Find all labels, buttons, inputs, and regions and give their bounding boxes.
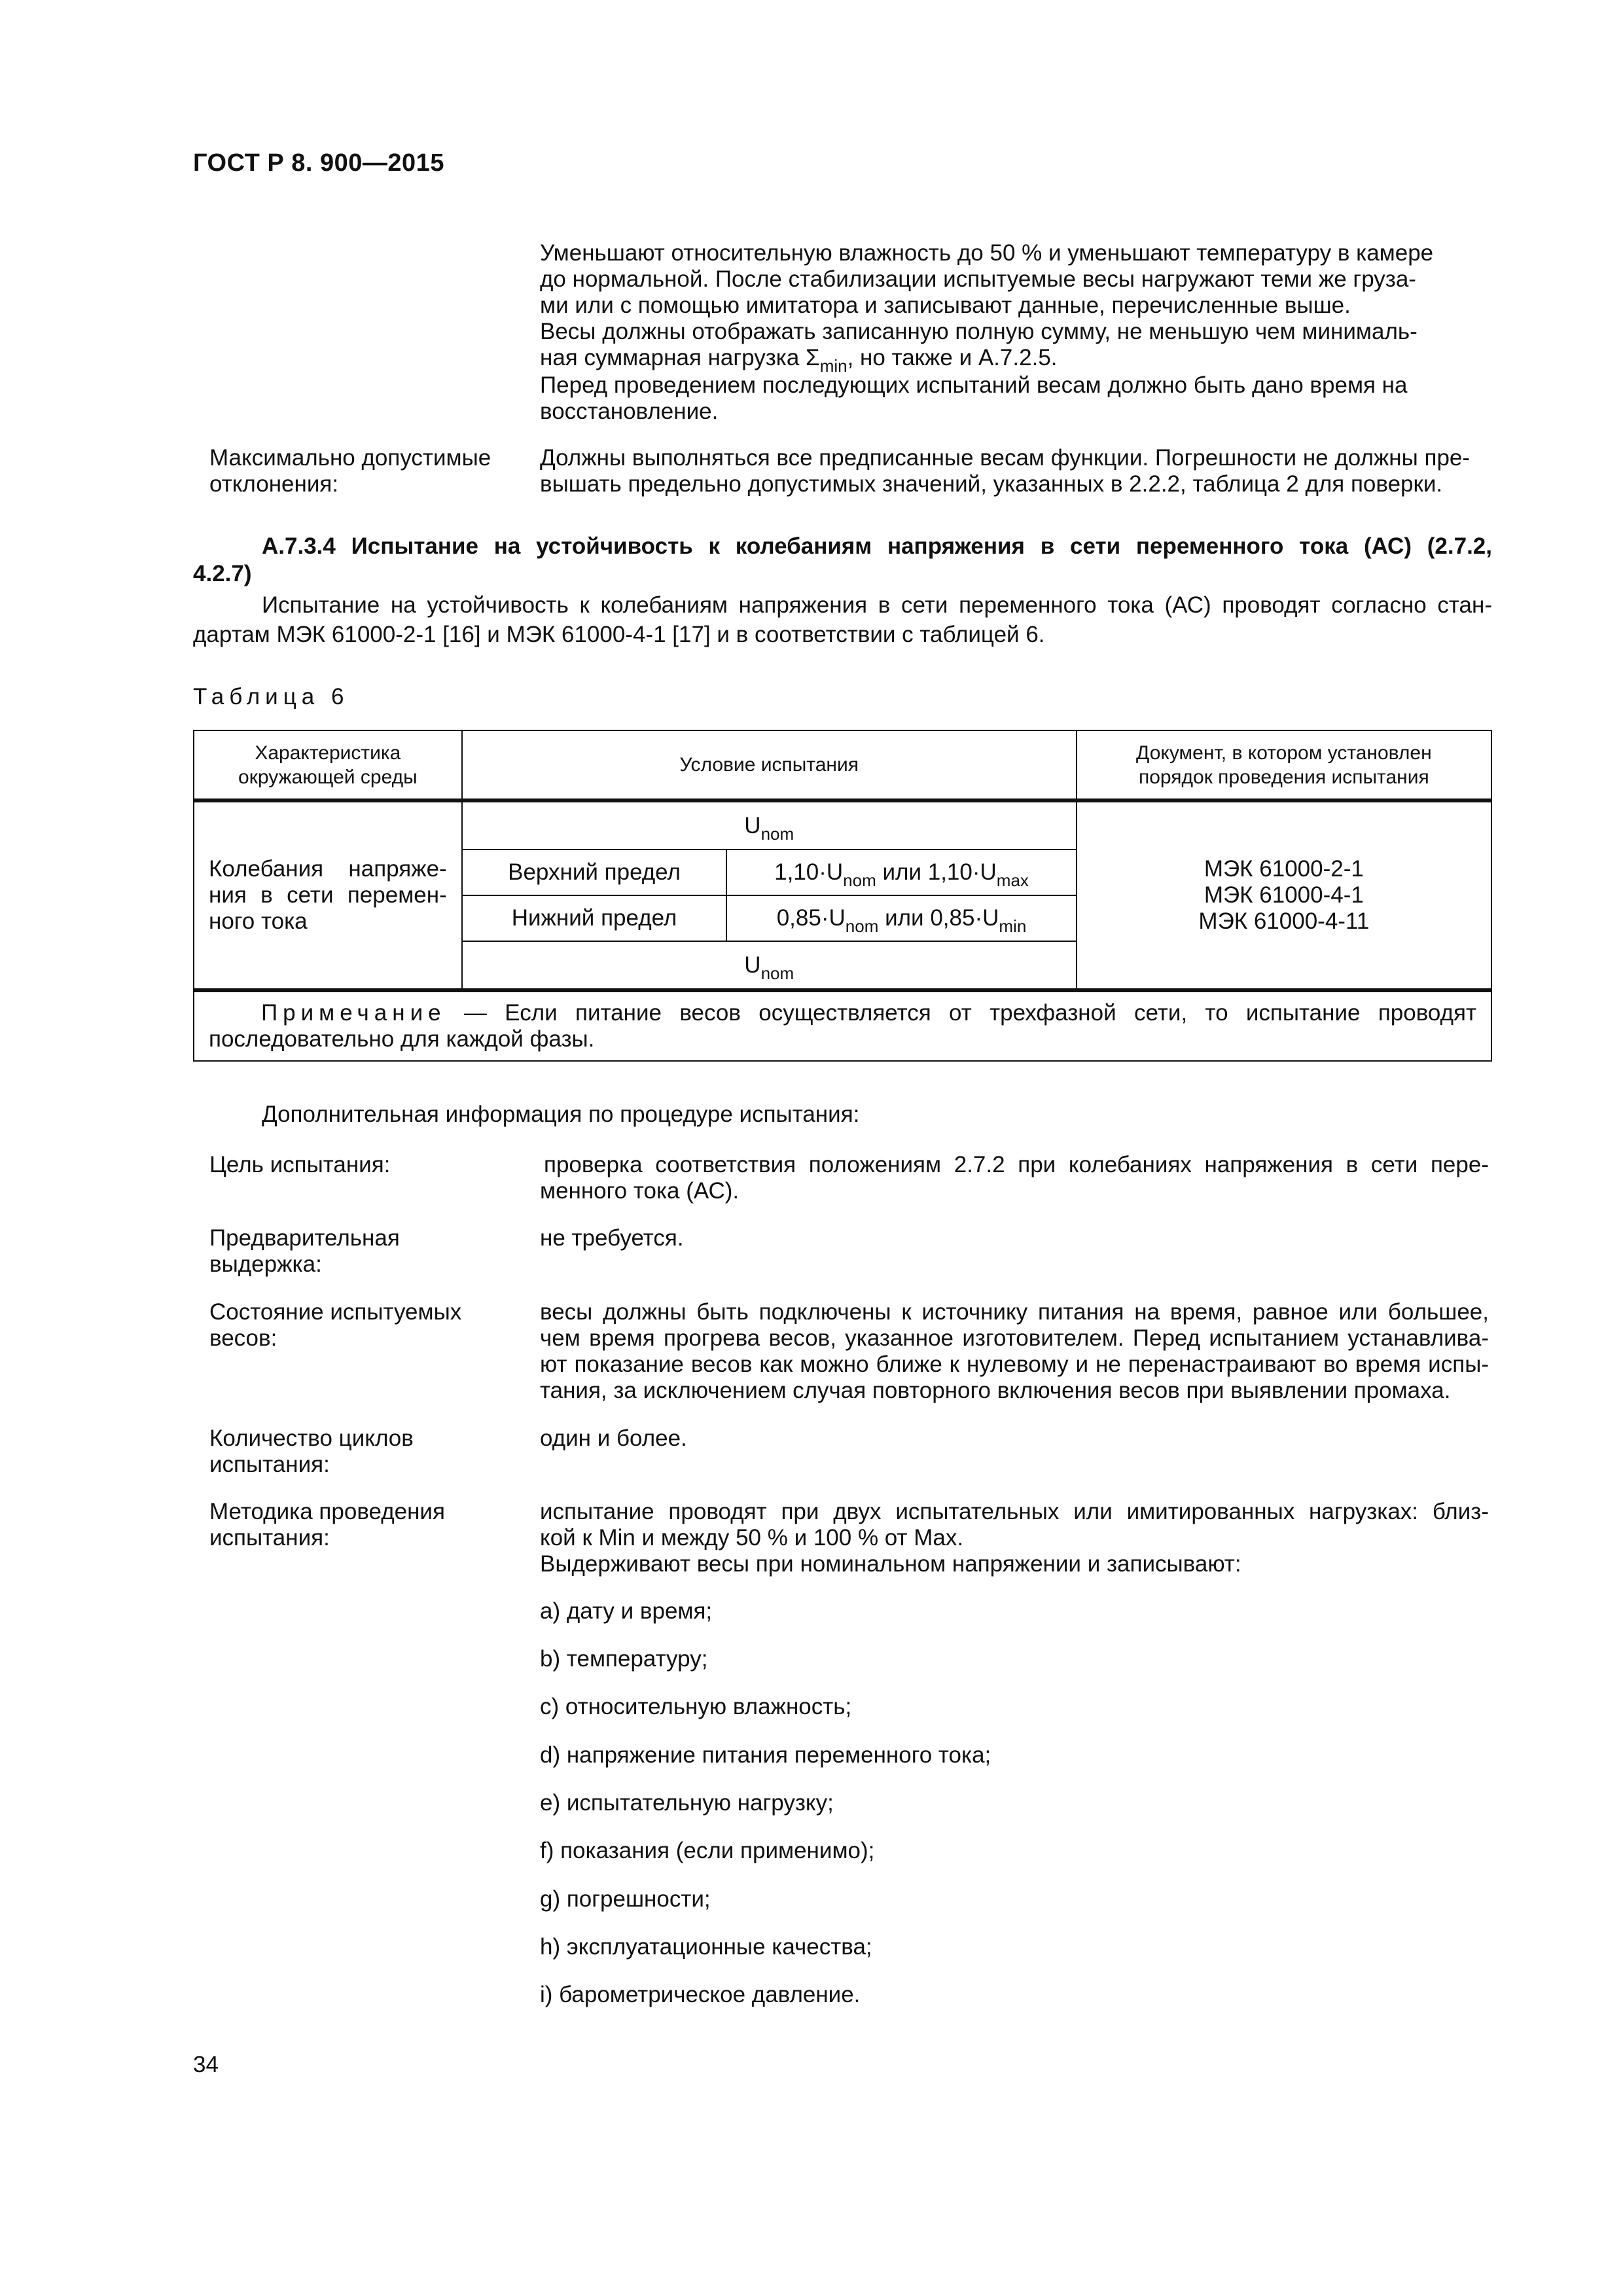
method-label: Методика проведения испытания: — [209, 1499, 445, 1551]
table-note-row — [194, 990, 1491, 1061]
u-nom-cell: $U_{nom}$ — [462, 800, 1077, 850]
precondition-label: Предварительная выдержка: — [209, 1225, 400, 1277]
text-line: ми или с помощью имитатора и записывают данные, перечисленные выше. — [540, 293, 1351, 318]
upper-limit-value: $1,10\cdot U_{nom}$ или $1,10\cdot U_{max}$ — [726, 850, 1076, 895]
list-item: b) температуру; — [540, 1646, 708, 1672]
purpose-text: проверка соответствия положениям 2.7.2 при колебаниях напряжения в сети пере- менного тока (АС). — [540, 1152, 1489, 1204]
docs-cell: МЭК 61000-2-1 МЭК 61000-4-1 МЭК 61000-4-11 — [1077, 800, 1491, 990]
list-item: g) погрешности; — [540, 1886, 711, 1912]
purpose-label: Цель испытания: — [209, 1152, 391, 1177]
table-caption: Таблица 6 — [193, 684, 349, 709]
text-line: Уменьшают относительную влажность до 50 % и уменьшают температуру в камере — [540, 240, 1434, 266]
section-heading-cont: 4.2.7) — [193, 561, 252, 586]
text-line: Весы должны отображать записанную полную сумму, не меньшую чем минималь- — [540, 319, 1418, 344]
text-line: Перед проведением последующих испытаний весам должно быть дано время на — [540, 372, 1408, 398]
page-number: 34 — [193, 2052, 219, 2077]
header-env: Характеристика окружающей среды — [194, 730, 462, 800]
state-text: весы должны быть подключены к источнику питания на время, равное или большее, чем время прогрева весов, указанное изготовителем. Перед испытанием устанавлива- ют показание весов как можно ближе к нулевому и не перенастраивают во время испы- тания, за исключением случая повторного включения весов при выявлении промаха. — [540, 1299, 1489, 1403]
text-line: до нормальной. После стабилизации испытуемые весы нагружают теми же груза- — [540, 266, 1416, 292]
document-header: ГОСТ Р 8. 900—2015 — [193, 149, 444, 177]
list-item: i) барометрическое давление. — [540, 1982, 861, 2007]
max-deviation-label: Максимально допустимые отклонения: — [209, 445, 491, 497]
max-deviation-text: Должны выполняться все предписанные весам функции. Погрешности не должны пре- вышать предельно допустимых значений, указанных в 2.2.2, таблица 2 для поверки. — [540, 445, 1471, 497]
list-item: c) относительную влажность; — [540, 1694, 852, 1719]
section-body-line: дартам МЭК 61000-2-1 [16] и МЭК 61000-4-1 [17] и в соответствии с таблицей 6. — [193, 622, 1045, 647]
precondition-text: не требуется. — [540, 1225, 684, 1251]
env-cell: Колебания напряже- ния в сети перемен- ного тока — [194, 800, 462, 990]
method-text: испытание проводят при двух испытательных или имитированных нагрузках: близ- кой к Min и между 50 % и 100 % от Max. Выдерживают весы при номинальном напряжении и записывают: — [540, 1499, 1489, 1577]
list-item: h) эксплуатационные качества; — [540, 1934, 872, 1960]
sum-line: ная суммарная нагрузка $\Sigma_{min}$, но также и А.7.2.5. — [540, 345, 1058, 376]
list-item: a) дату и время; — [540, 1598, 713, 1624]
header-document: Документ, в котором установлен порядок проведения испытания — [1077, 730, 1491, 800]
lower-limit-value: $0,85\cdot U_{nom}$ или $0,85\cdot U_{min}$ — [726, 895, 1076, 941]
lower-limit-label: Нижний предел — [462, 895, 727, 941]
table-note: Примечание — Если питание весов осуществляется от трехфазной сети, то испытание проводят последовательно для каждой фазы. — [194, 990, 1491, 1061]
upper-limit-label: Верхний предел — [462, 850, 727, 895]
list-item: d) напряжение питания переменного тока; — [540, 1742, 991, 1768]
text-line: восстановление. — [540, 399, 719, 424]
state-label: Состояние испытуемых весов: — [209, 1299, 462, 1351]
list-item: f) показания (если применимо); — [540, 1838, 875, 1863]
u-nom-cell: $U_{nom}$ — [462, 941, 1077, 990]
header-condition: Условие испытания — [462, 730, 1077, 800]
table-header-row — [194, 730, 1491, 800]
table-row — [194, 800, 1491, 850]
section-heading: А.7.3.4 Испытание на устойчивость к колебаниям напряжения в сети переменного тока (АС) (2.7.2, — [262, 533, 1492, 559]
list-item: e) испытательную нагрузку; — [540, 1790, 834, 1816]
additional-intro: Дополнительная информация по процедуре испытания: — [262, 1102, 860, 1127]
cycles-label: Количество циклов испытания: — [209, 1426, 414, 1477]
cycles-text: один и более. — [540, 1426, 687, 1451]
top-paragraph — [540, 240, 1489, 425]
table-6 — [193, 730, 1492, 1062]
section-body-line: Испытание на устойчивость к колебаниям напряжения в сети переменного тока (АС) проводят согласно стан- — [262, 592, 1492, 618]
